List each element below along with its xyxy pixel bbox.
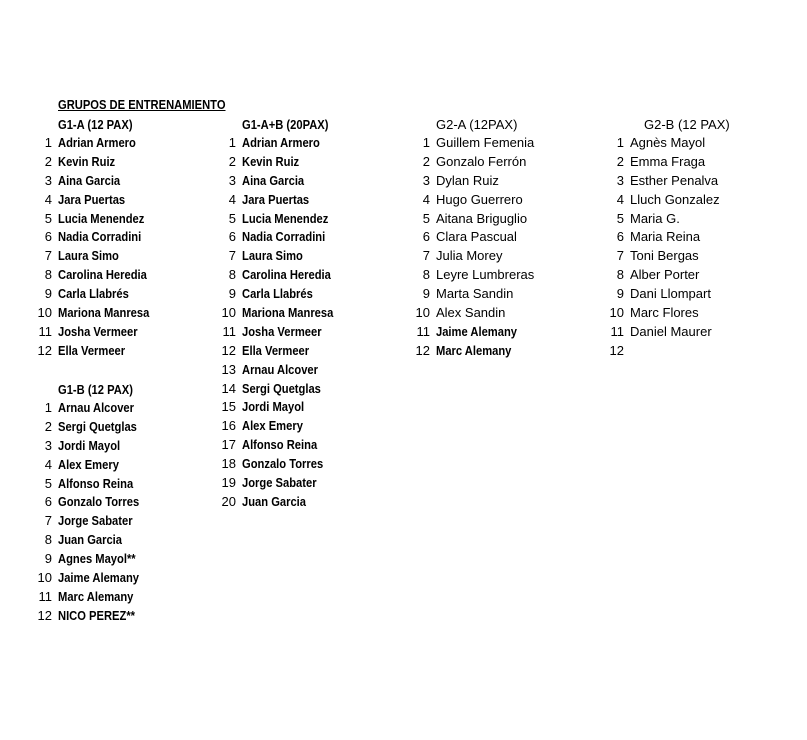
list-item	[214, 474, 348, 493]
group-g2a	[408, 115, 534, 361]
list-item-name: Agnes Mayol**	[58, 551, 136, 567]
list-item	[30, 323, 164, 342]
list-item	[30, 153, 164, 172]
list-item-number: 7	[422, 248, 430, 264]
list-item-name: Arnau Alcover	[58, 400, 135, 415]
list-item	[30, 172, 164, 191]
list-item-number: 8	[44, 532, 52, 548]
list-item-name: Juan Garcia	[58, 532, 123, 548]
list-item-name: Agnès Mayol	[630, 135, 706, 150]
list-item-name: Lucia Menendez	[58, 210, 145, 226]
list-item-number: 3	[44, 172, 52, 188]
page-title: GRUPOS DE ENTRENAMIENTO	[58, 97, 226, 112]
list-item-number: 12	[609, 342, 624, 358]
list-item-name: Josha Vermeer	[58, 323, 138, 339]
list-item-number: 9	[228, 286, 236, 302]
list-item-number: 1	[44, 135, 52, 150]
list-item-name: Emma Fraga	[630, 153, 706, 169]
list-item	[408, 247, 534, 266]
list-item-name: Gonzalo Torres	[242, 456, 324, 472]
list-item-number: 9	[422, 286, 430, 302]
list-item-number: 3	[228, 172, 236, 188]
list-item	[30, 134, 164, 153]
list-item	[408, 210, 534, 229]
list-item-number: 4	[228, 191, 236, 207]
list-item-name: Marc Flores	[630, 305, 699, 321]
list-item-name: Hugo Guerrero	[436, 191, 523, 207]
list-item-name: Laura Simo	[242, 248, 303, 264]
list-item-name: Alex Sandin	[436, 305, 506, 321]
list-item-number: 5	[228, 210, 236, 226]
list-item-number: 5	[616, 210, 624, 226]
list-item-name: Marta Sandin	[436, 286, 514, 302]
list-item-number: 9	[44, 286, 52, 302]
list-item	[602, 266, 730, 285]
list-item	[408, 228, 534, 247]
list-item-name: Nadia Corradini	[58, 229, 142, 245]
list-item-name: Dani Llompart	[630, 286, 711, 302]
list-item-name: Adrian Armero	[242, 135, 320, 150]
list-item-number: 1	[44, 400, 52, 415]
list-item	[602, 285, 730, 304]
list-item	[602, 228, 730, 247]
list-item-number: 4	[44, 191, 52, 207]
list-item-number: 12	[415, 342, 430, 358]
list-item-number: 8	[44, 267, 52, 283]
list-item	[30, 588, 152, 607]
list-item	[408, 191, 534, 210]
list-item-number: 17	[221, 437, 236, 453]
list-item-number: 1	[616, 135, 624, 150]
list-item-number: 12	[221, 342, 236, 358]
list-item	[214, 398, 348, 417]
list-item-name: Marc Alemany	[436, 342, 512, 358]
list-item	[408, 266, 534, 285]
group-list	[408, 134, 534, 361]
list-item	[30, 304, 164, 323]
list-item	[30, 342, 164, 361]
list-item-number: 7	[228, 248, 236, 264]
list-item	[214, 493, 348, 512]
list-item-name: Alfonso Reina	[58, 475, 134, 491]
list-item	[30, 247, 164, 266]
list-item-name: Marc Alemany	[58, 588, 134, 604]
list-item-number: 11	[222, 323, 236, 339]
list-item-name: Lucia Menendez	[242, 210, 329, 226]
list-item-number: 11	[610, 323, 624, 339]
list-item-name: Aina Garcia	[242, 172, 305, 188]
list-item-name: Jaime Alemany	[436, 323, 518, 339]
list-item-name: Ella Vermeer	[58, 342, 126, 358]
list-item-name: Josha Vermeer	[242, 323, 322, 339]
list-item	[214, 380, 348, 399]
list-item-name: Alex Emery	[58, 456, 119, 472]
list-item	[30, 437, 152, 456]
list-item	[408, 342, 534, 361]
list-item	[602, 247, 730, 266]
list-item	[214, 436, 348, 455]
list-item-number: 2	[44, 153, 52, 169]
list-item-name: Maria Reina	[630, 229, 701, 245]
list-item-number: 18	[221, 456, 236, 472]
list-item-name: Dylan Ruiz	[436, 172, 499, 188]
list-item-name: Esther Penalva	[630, 172, 719, 188]
list-item-name: Ella Vermeer	[242, 342, 310, 358]
group-g1b	[30, 380, 152, 626]
list-item-number: 6	[422, 229, 430, 245]
list-item-name: Maria G.	[630, 210, 680, 226]
list-item	[30, 550, 152, 569]
list-item-name: Alex Emery	[242, 418, 303, 434]
group-g2b	[602, 115, 730, 361]
list-item	[602, 342, 730, 361]
list-item-number: 12	[37, 342, 52, 358]
list-item	[30, 228, 164, 247]
list-item-number: 6	[228, 229, 236, 245]
list-item	[214, 153, 348, 172]
list-item-number: 7	[44, 248, 52, 264]
list-item-name: Leyre Lumbreras	[436, 267, 535, 283]
list-item-name: Alfonso Reina	[242, 437, 318, 453]
group-header: G1-A+B (20PAX)	[242, 117, 329, 132]
list-item	[30, 456, 152, 475]
list-item-name: Julia Morey	[436, 248, 503, 264]
list-item	[602, 210, 730, 229]
group-list	[602, 134, 730, 361]
list-item-number: 9	[44, 551, 52, 567]
group-list	[30, 399, 152, 626]
list-item-number: 5	[44, 475, 52, 491]
list-item	[214, 417, 348, 436]
list-item-name: Carla Llabrés	[58, 286, 129, 302]
list-item-name: Jordi Mayol	[242, 399, 305, 415]
list-item	[214, 323, 348, 342]
list-item-name: Jorge Sabater	[58, 513, 133, 529]
list-item-name: Guillem Femenia	[436, 135, 535, 150]
list-item	[408, 323, 534, 342]
list-item	[214, 361, 348, 380]
list-item	[30, 512, 152, 531]
list-item-number: 3	[616, 172, 624, 188]
group-header: G2-B (12 PAX)	[644, 117, 730, 132]
list-item-name: Juan Garcia	[242, 493, 307, 509]
list-item-number: 16	[221, 418, 236, 434]
list-item-name: Carolina Heredia	[242, 267, 331, 283]
list-item-name: Mariona Manresa	[58, 305, 150, 321]
list-item-name: Carla Llabrés	[242, 286, 313, 302]
list-item	[30, 399, 152, 418]
group-header: G2-A (12PAX)	[436, 117, 518, 132]
list-item-number: 8	[616, 267, 624, 283]
list-item	[30, 475, 152, 494]
list-item-name: Arnau Alcover	[242, 361, 319, 377]
list-item-name: Sergi Quetglas	[242, 380, 321, 396]
list-item	[408, 304, 534, 323]
list-item	[602, 304, 730, 323]
list-item-name: Jara Puertas	[242, 191, 310, 207]
list-item	[408, 172, 534, 191]
list-item-name: Jorge Sabater	[242, 475, 317, 491]
list-item	[214, 191, 348, 210]
list-item-number: 10	[609, 305, 624, 321]
list-item-number: 2	[228, 153, 236, 169]
list-item	[30, 285, 164, 304]
list-item	[30, 531, 152, 550]
list-item-number: 5	[44, 210, 52, 226]
group-g1ab	[214, 115, 348, 512]
list-item	[214, 172, 348, 191]
list-item-name: Nadia Corradini	[242, 229, 326, 245]
list-item	[30, 607, 152, 626]
list-item	[214, 285, 348, 304]
group-list	[30, 134, 164, 361]
list-item-number: 10	[37, 570, 52, 586]
list-item-number: 6	[44, 229, 52, 245]
list-item	[30, 493, 152, 512]
list-item-number: 6	[616, 229, 624, 245]
list-item-name: Jara Puertas	[58, 191, 126, 207]
list-item-name: Laura Simo	[58, 248, 119, 264]
list-item-number: 13	[221, 361, 236, 377]
list-item-number: 7	[616, 248, 624, 264]
list-item-number: 10	[415, 305, 430, 321]
list-item-name: Jaime Alemany	[58, 570, 140, 586]
list-item	[602, 134, 730, 153]
list-item-number: 11	[416, 323, 430, 339]
list-item	[214, 266, 348, 285]
group-header: G1-B (12 PAX)	[58, 382, 133, 397]
list-item	[214, 455, 348, 474]
list-item-name: Daniel Maurer	[630, 323, 712, 339]
list-item-number: 19	[221, 475, 236, 491]
list-item	[602, 153, 730, 172]
list-item-name: Gonzalo Ferrón	[436, 153, 527, 169]
list-item-name: Aitana Briguglio	[436, 210, 528, 226]
list-item	[30, 418, 152, 437]
group-header: G1-A (12 PAX)	[58, 117, 133, 132]
list-item-number: 14	[221, 380, 236, 396]
list-item-number: 4	[616, 191, 624, 207]
list-item-number: 2	[44, 418, 52, 434]
list-item-name: Aina Garcia	[58, 172, 121, 188]
list-item	[408, 285, 534, 304]
list-item-number: 2	[422, 153, 430, 169]
list-item-name: Mariona Manresa	[242, 305, 334, 321]
list-item-number: 10	[37, 305, 52, 321]
group-g1a	[30, 115, 164, 361]
list-item-number: 2	[616, 153, 624, 169]
list-item	[214, 247, 348, 266]
list-item	[602, 172, 730, 191]
list-item-name: NICO PEREZ**	[58, 607, 136, 623]
list-item-name: Alber Porter	[630, 267, 700, 283]
list-item-number: 7	[44, 513, 52, 529]
group-list	[214, 134, 348, 512]
list-item-number: 4	[44, 456, 52, 472]
list-item-name: Clara Pascual	[436, 229, 517, 245]
list-item-name: Carolina Heredia	[58, 267, 147, 283]
list-item-number: 10	[221, 305, 236, 321]
list-item-number: 1	[422, 135, 430, 150]
list-item	[214, 304, 348, 323]
list-item	[408, 134, 534, 153]
list-item-number: 3	[422, 172, 430, 188]
list-item-number: 5	[422, 210, 430, 226]
list-item-name: Adrian Armero	[58, 135, 136, 150]
list-item-number: 8	[422, 267, 430, 283]
list-item	[214, 228, 348, 247]
list-item	[30, 569, 152, 588]
list-item	[214, 342, 348, 361]
list-item-name: Gonzalo Torres	[58, 494, 140, 510]
list-item	[408, 153, 534, 172]
list-item	[30, 210, 164, 229]
list-item	[30, 191, 164, 210]
list-item-number: 9	[616, 286, 624, 302]
list-item-number: 3	[44, 437, 52, 453]
list-item-number: 1	[228, 135, 236, 150]
list-item-name: Lluch Gonzalez	[630, 191, 720, 207]
list-item-number: 15	[221, 399, 236, 415]
list-item-number: 11	[38, 323, 52, 339]
list-item-name: Jordi Mayol	[58, 437, 121, 453]
list-item	[30, 266, 164, 285]
list-item-number: 12	[37, 607, 52, 623]
list-item-name: Sergi Quetglas	[58, 418, 137, 434]
list-item-number: 20	[221, 493, 236, 509]
list-item	[214, 210, 348, 229]
list-item-number: 6	[44, 494, 52, 510]
list-item-number: 11	[38, 588, 52, 604]
list-item-number: 4	[422, 191, 430, 207]
list-item	[602, 191, 730, 210]
list-item-number: 8	[228, 267, 236, 283]
list-item-name: Kevin Ruiz	[242, 153, 300, 169]
list-item-name: Kevin Ruiz	[58, 153, 116, 169]
list-item	[602, 323, 730, 342]
list-item	[214, 134, 348, 153]
list-item-name: Toni Bergas	[630, 248, 699, 264]
